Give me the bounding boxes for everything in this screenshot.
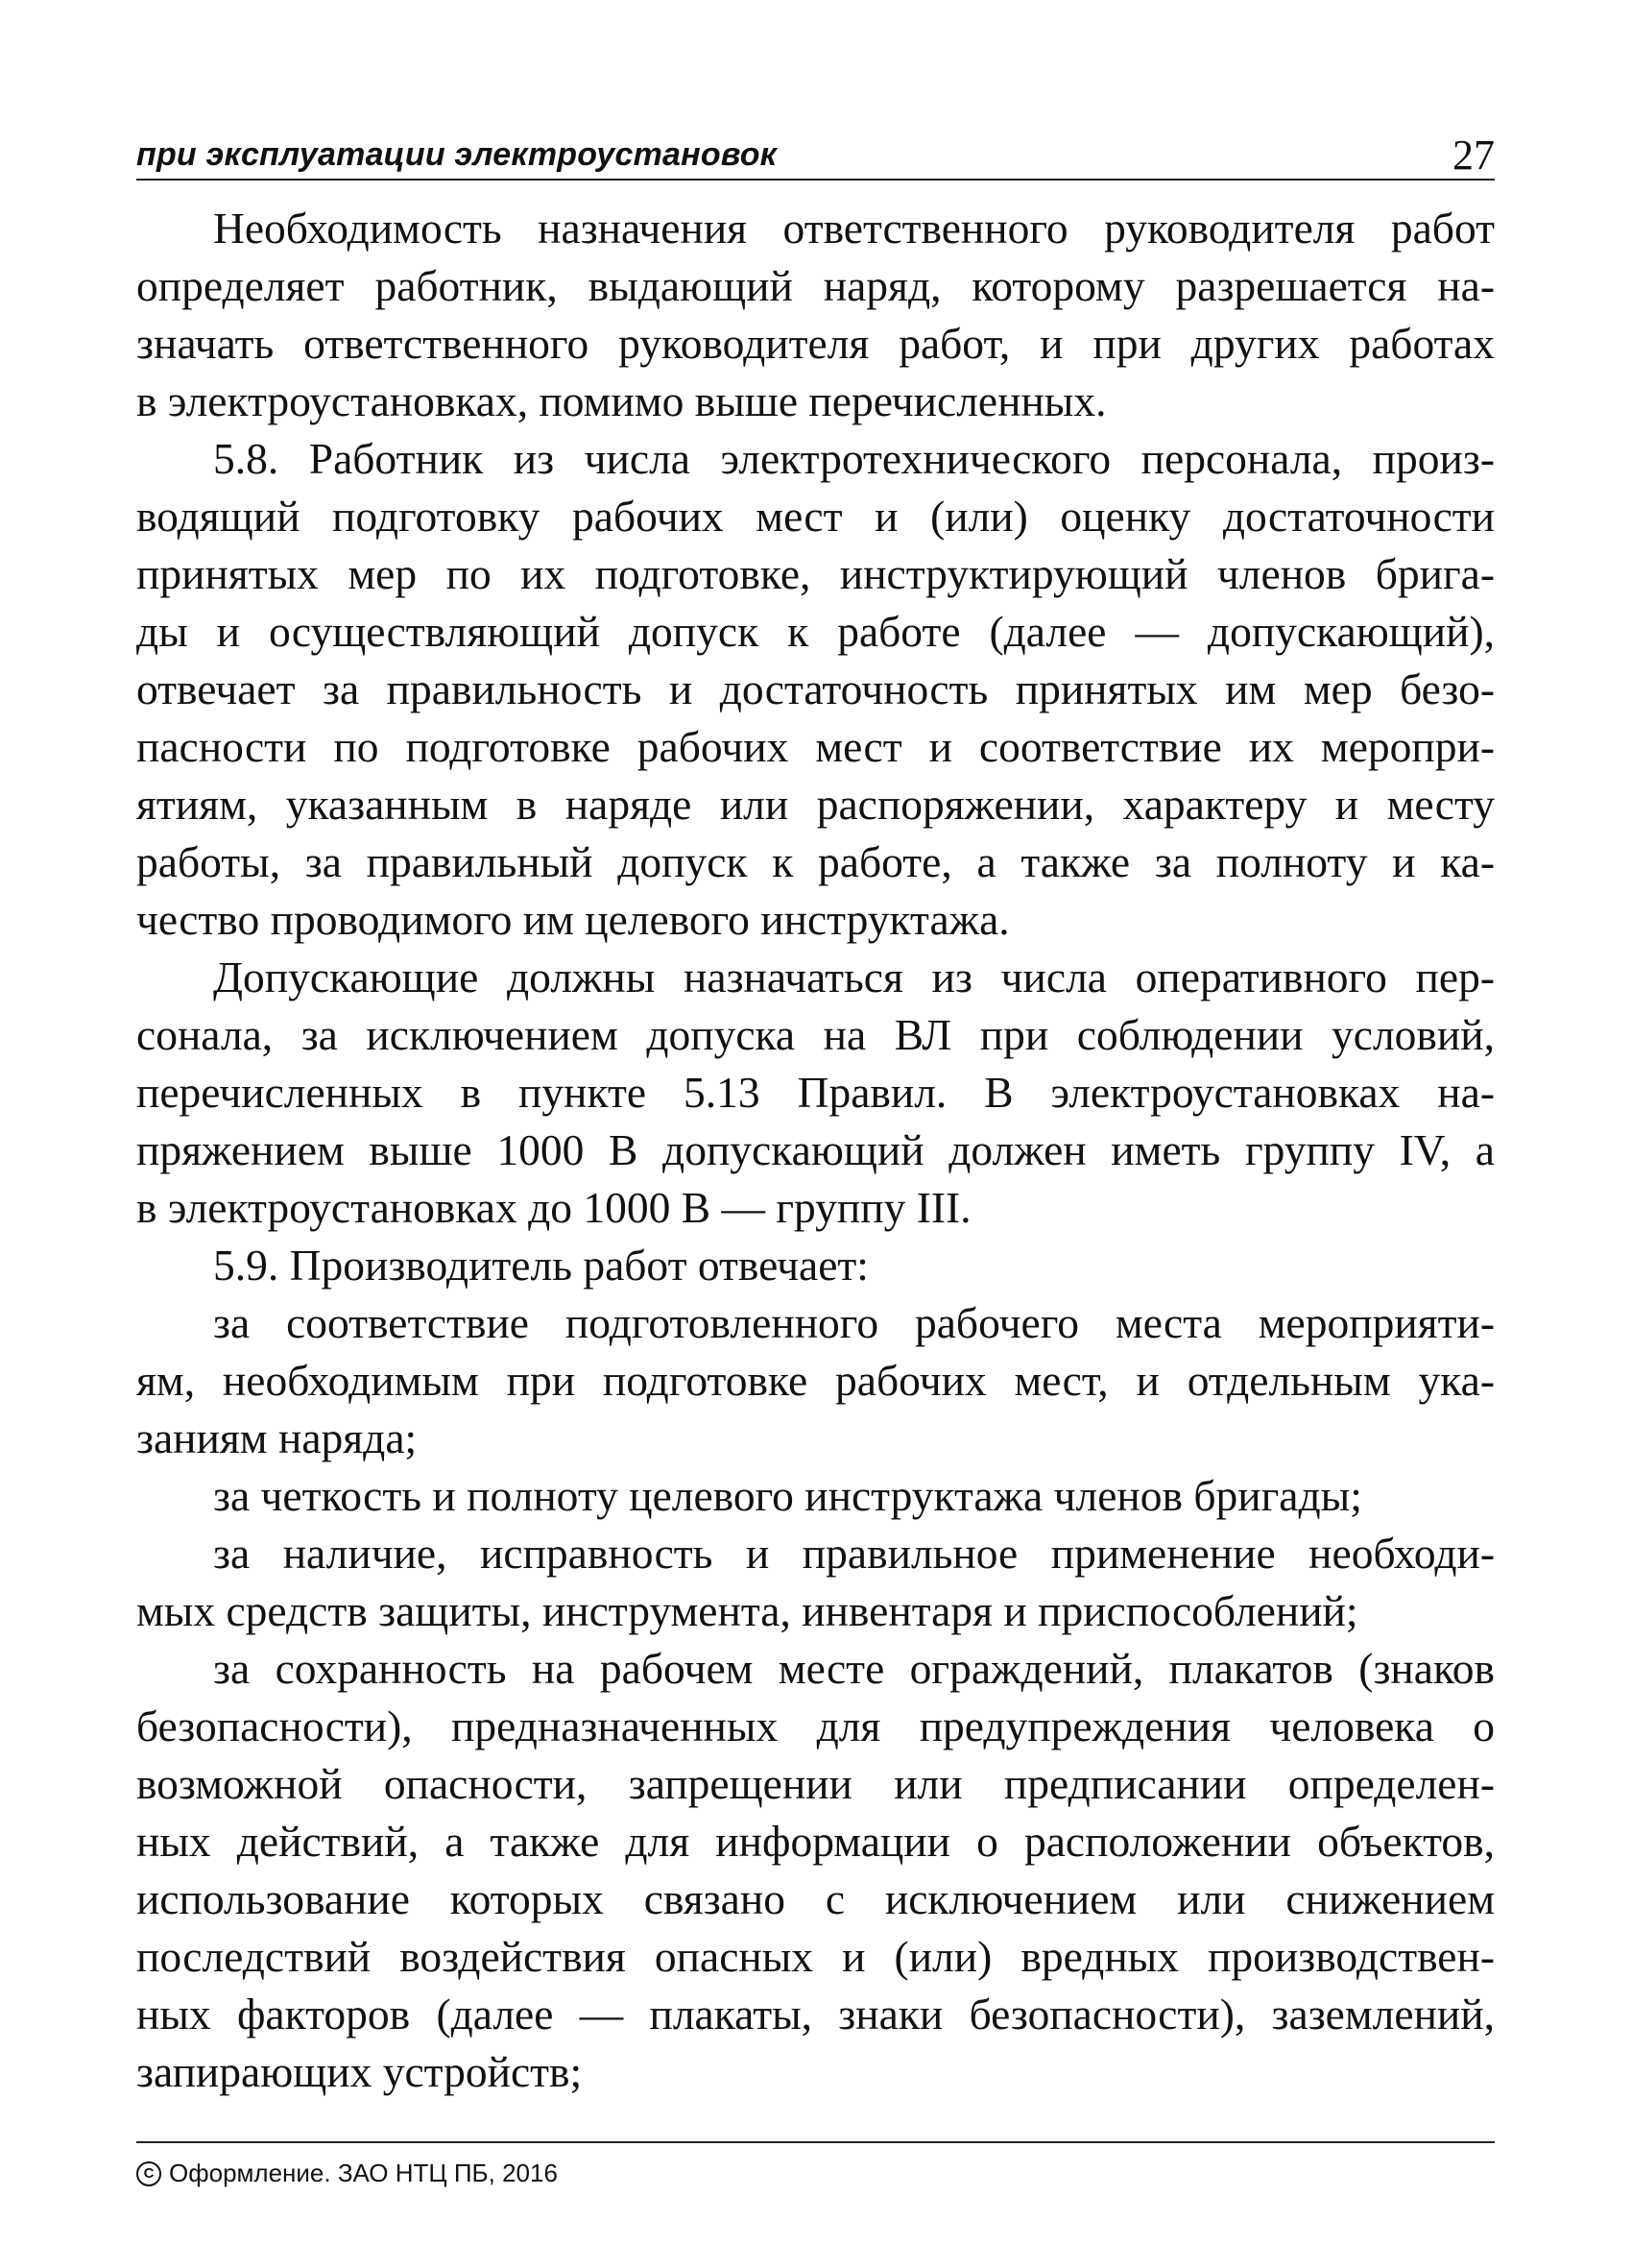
text-line: ям, необходимым при подготовке рабочих мест, и отдельным ука- — [136, 1356, 1495, 1405]
text-line: Необходимость назначения ответственного руководителя работ — [213, 204, 1495, 253]
text-line: в электроустановках до 1000 В — группу III. — [136, 1183, 972, 1232]
text-line: ды и осуществляющий допуск к работе (далее — допускающий), — [136, 607, 1495, 656]
text-line: ных факторов (далее — плакаты, знаки безопасности), заземлений, — [136, 1990, 1495, 2039]
text-line: использование которых связано с исключением или снижением — [136, 1874, 1495, 1923]
text-line: работы, за правильный допуск к работе, а также за полноту и ка- — [136, 837, 1495, 886]
body-text — [136, 200, 1495, 2101]
footer — [136, 2159, 558, 2188]
copyright-icon: C — [136, 2161, 161, 2186]
text-line: в электроустановках, помимо выше перечисленных. — [136, 376, 1107, 425]
text-line: ятиям, указанным в наряде или распоряжении, характеру и месту — [136, 780, 1495, 829]
text-line: ных действий, а также для информации о расположении объектов, — [136, 1817, 1495, 1866]
text-line: 5.8. Работник из числа электротехнического персонала, произ- — [213, 434, 1495, 483]
text-line: значать ответственного руководителя работ, и при других работах — [136, 319, 1495, 368]
text-line: определяет работник, выдающий наряд, которому разрешается на- — [136, 261, 1495, 310]
text-line: отвечает за правильность и достаточность принятых им мер безо- — [136, 664, 1495, 713]
text-line: пасности по подготовке рабочих мест и соответствие их меропри- — [136, 722, 1495, 771]
text-line: чество проводимого им целевого инструктажа. — [136, 895, 1010, 944]
text-line: за соответствие подготовленного рабочего места мероприяти- — [213, 1298, 1495, 1347]
text-line: последствий воздействия опасных и (или) вредных производствен- — [136, 1932, 1495, 1981]
text-line: запирающих устройств; — [136, 2047, 583, 2096]
text-line: принятых мер по их подготовке, инструктирующий членов брига- — [136, 549, 1495, 598]
text-line: перечисленных в пункте 5.13 Правил. В электроустановках на- — [136, 1068, 1495, 1117]
text-line: безопасности), предназначенных для предупреждения человека о — [136, 1701, 1495, 1750]
text-line: 5.9. Производитель работ отвечает: — [213, 1241, 869, 1290]
running-head — [136, 123, 1495, 181]
footer-text: Оформление. ЗАО НТЦ ПБ, 2016 — [169, 2159, 558, 2187]
text-line: пряжением выше 1000 В допускающий должен иметь группу IV, а — [136, 1125, 1495, 1174]
header-divider — [136, 179, 1495, 181]
text-line: мых средств защиты, инструмента, инвентаря и приспособлений; — [136, 1586, 1358, 1635]
text-line: сонала, за исключением допуска на ВЛ при соблюдении условий, — [136, 1010, 1495, 1059]
page-number: 27 — [1452, 132, 1495, 179]
text-line: за наличие, исправность и правильное применение необходи- — [213, 1529, 1495, 1578]
text-line: возможной опасности, запрещении или предписании определен- — [136, 1759, 1495, 1808]
text-line: за четкость и полноту целевого инструктажа членов бригады; — [213, 1471, 1362, 1520]
running-title: при эксплуатации электроустановок — [136, 136, 778, 173]
text-line: заниям наряда; — [136, 1413, 418, 1462]
footer-divider — [136, 2141, 1495, 2143]
text-line: водящий подготовку рабочих мест и (или) оценку достаточности — [136, 492, 1495, 541]
text-line: Допускающие должны назначаться из числа оперативного пер- — [213, 953, 1495, 1001]
text-line: за сохранность на рабочем месте ограждений, плакатов (знаков — [213, 1644, 1495, 1693]
